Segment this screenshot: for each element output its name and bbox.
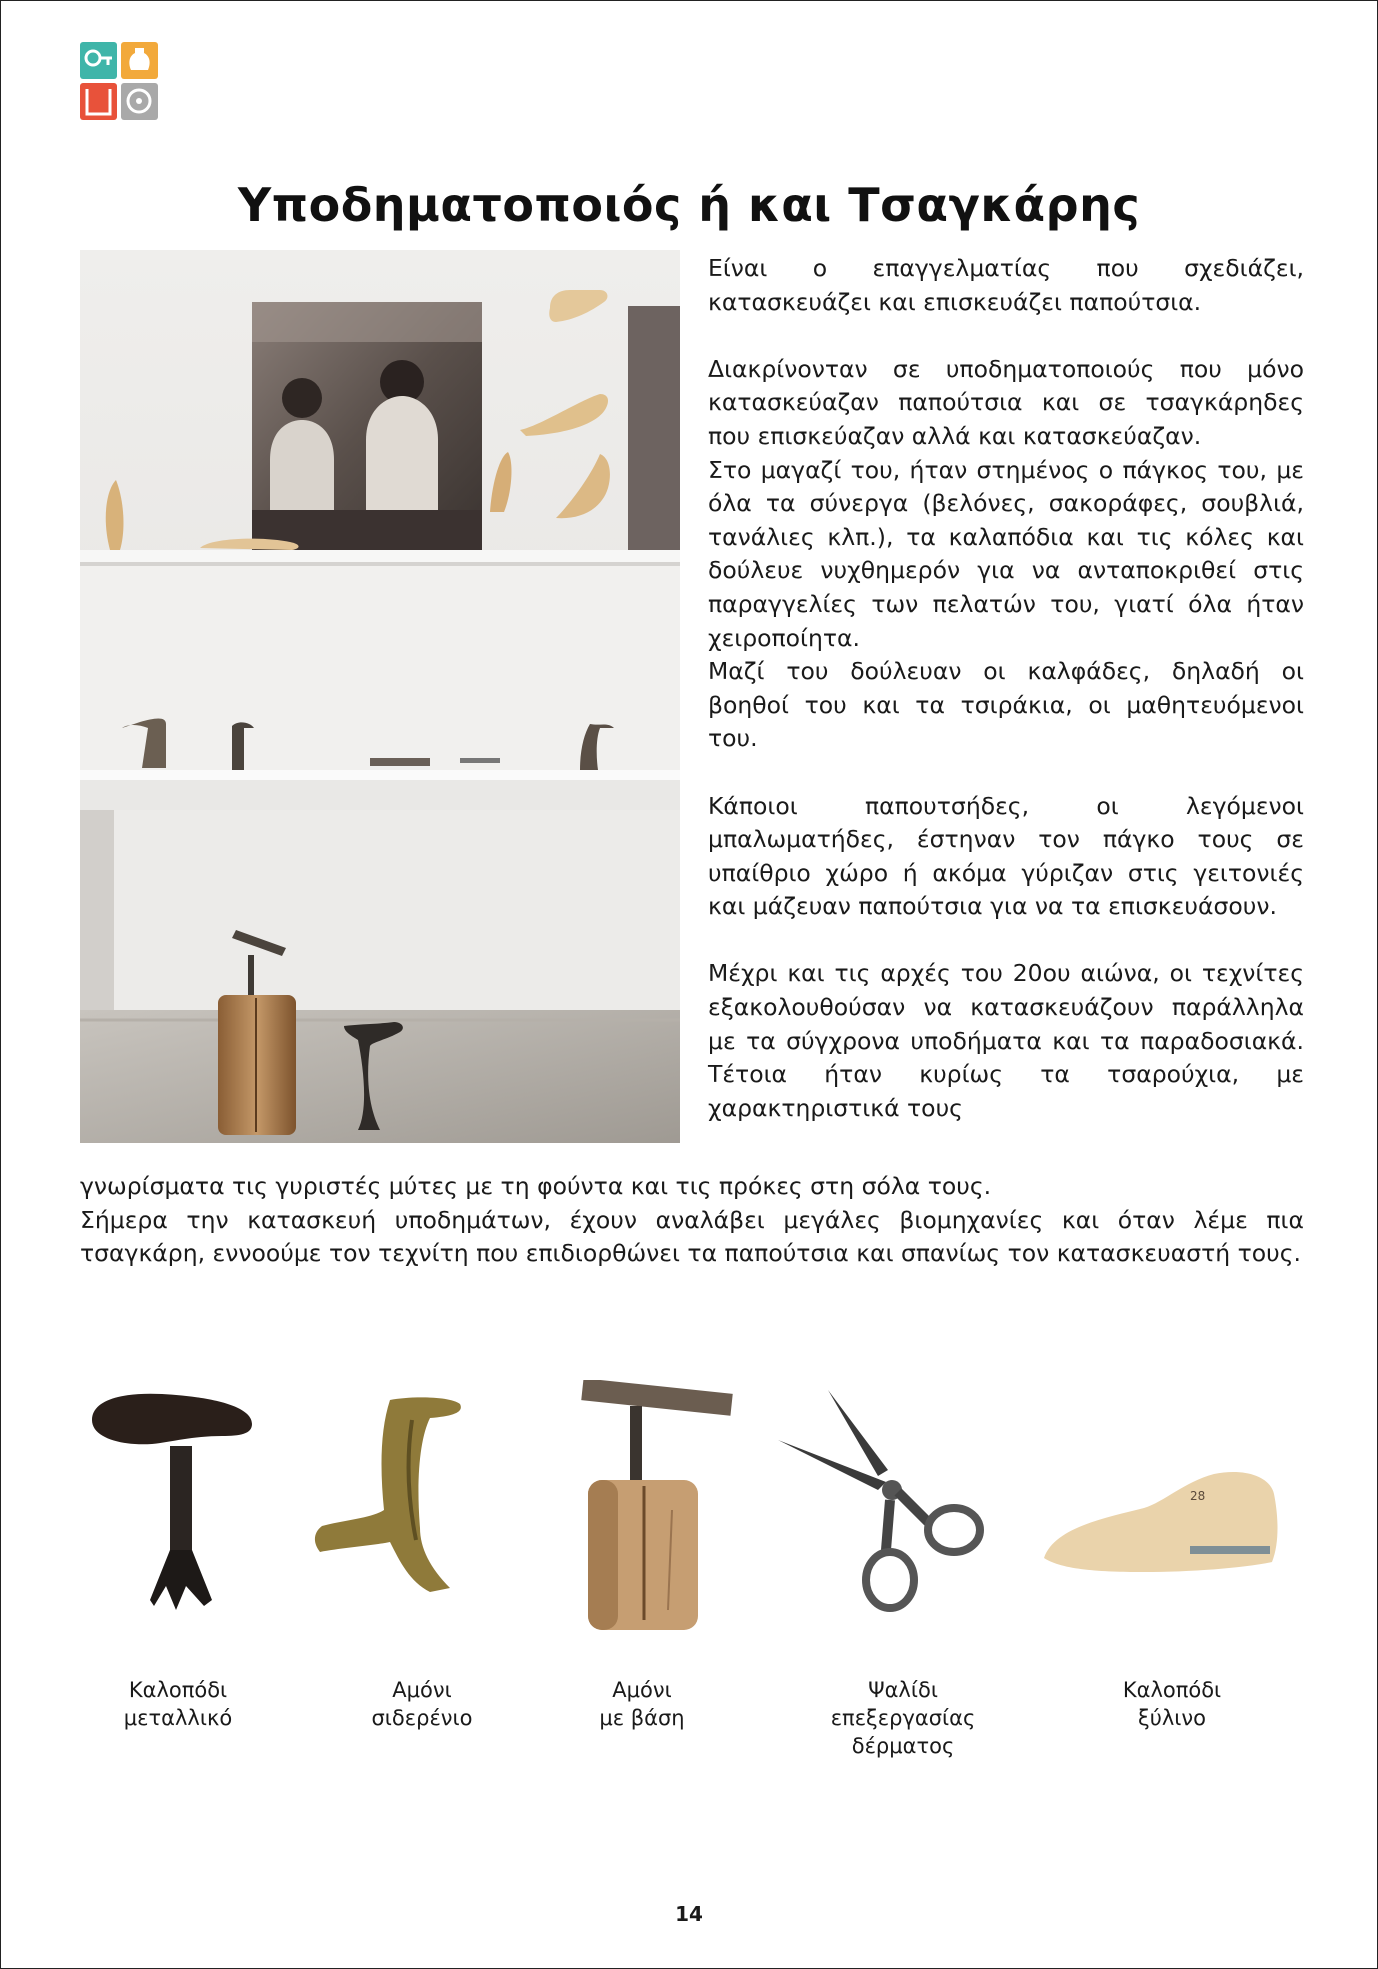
spacer <box>708 924 1304 958</box>
paragraph-workshop: Στο μαγαζί του, ήταν στημένος ο πάγκος του, με όλα τα σύνεργα (βελόνες, σακοράφες, σουβλιά, τανάλιες κλπ.), τα καλαπόδια και τις κόλες και δούλευε νυχθημερόν για να ανταποκριθεί στις παραγγελίες των πελατών του, γιατί όλα ήταν χειροποίητα. <box>708 455 1304 652</box>
paragraph-features: γνωρίσματα τις γυριστές μύτες με τη φούντα και τις πρόκες στη σόλα τους. <box>80 1172 992 1200</box>
caption-anvil-with-base: Αμόνι με βάση <box>599 1678 685 1730</box>
museum-logo <box>80 42 158 120</box>
spacer <box>708 319 1304 353</box>
caption-metal-last: Καλοπόδι μεταλλικό <box>123 1678 233 1730</box>
logo-jug-icon <box>121 42 158 79</box>
museum-display-photo <box>80 250 680 1143</box>
logo-wheel-icon <box>121 83 158 120</box>
leather-scissors-icon <box>758 1380 992 1630</box>
anvil-with-base-icon <box>572 1380 742 1630</box>
metal-last-icon <box>84 1380 264 1630</box>
logo-loom-icon <box>80 83 117 120</box>
svg-text:28: 28 <box>1190 1489 1206 1503</box>
intro-text-block <box>708 252 1304 1125</box>
paragraph-definition: Είναι ο επαγγελματίας που σχεδιάζει, κατασκευάζει και επισκευάζει παπούτσια. <box>708 254 1304 316</box>
logo-key-icon <box>80 42 117 79</box>
paragraph-today: Σήμερα την κατασκευή υποδημάτων, έχουν αναλάβει μεγάλες βιομηχανίες και όταν λέμε πια τσαγκάρη, εννοούμε τον τεχνίτη που επιδιορθώνει τα παπούτσια και σπανίως τον κατασκευαστή τους. <box>80 1205 1304 1268</box>
caption-iron-anvil: Αμόνι σιδερένιο <box>371 1678 473 1730</box>
page-number: 14 <box>675 1902 703 1926</box>
spacer <box>708 756 1304 790</box>
iron-anvil-icon <box>312 1380 492 1630</box>
paragraph-itinerant: Κάποιοι παπουτσήδες, οι λεγόμενοι μπαλωματήδες, έστηναν τον πάγκο τους σε υπαίθριο χώρο ή ακόμα γύριζαν στις γειτονιές και μάζευαν παπούτσια για να τα επισκευάσουν. <box>708 791 1304 921</box>
caption-leather-scissors: Ψαλίδι επεξεργασίας δέρματος <box>830 1678 976 1758</box>
paragraph-tsarouchia: Μέχρι και τις αρχές του 20ου αιώνα, οι τεχνίτες εξακολουθούσαν να κατασκευάζουν παράλληλα με τα σύγχρονα υποδήματα και τα παραδοσιακά. Τέτοια ήταν κυρίως τα τσαρούχια, με χαρακτηριστικά τους <box>708 959 1304 1122</box>
paragraph-distinction: Διακρίνονταν σε υποδηματοποιούς που μόνο κατασκεύαζαν παπούτσια και σε τσαγκάρηδες που επισκεύαζαν αλλά και κατασκεύαζαν. <box>708 354 1304 450</box>
paragraph-assistants: Μαζί του δούλευαν οι καλφάδες, δηλαδή οι βοηθοί του και τα τσιράκια, οι μαθητευόμενοι του. <box>708 657 1304 753</box>
caption-wooden-last: Καλοπόδι ξύλινο <box>1122 1678 1222 1730</box>
page-title: Υποδηματοποιός ή και Τσαγκάρης <box>237 178 1141 232</box>
closing-text-block <box>80 1170 1304 1271</box>
wooden-last-icon <box>1040 1380 1290 1630</box>
